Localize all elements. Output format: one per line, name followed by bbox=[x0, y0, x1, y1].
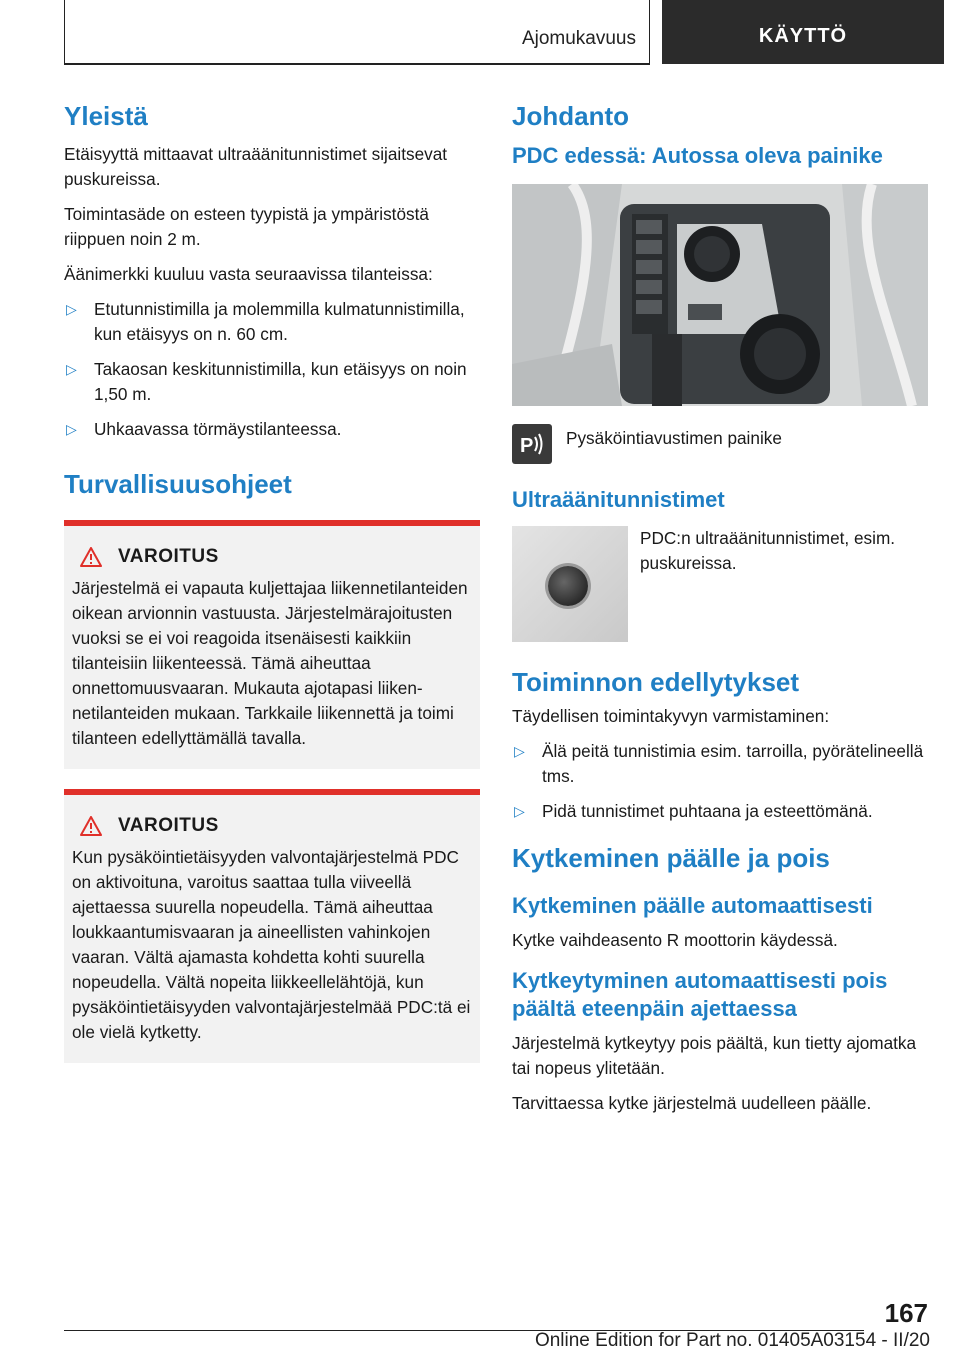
warning-text: Järjestelmä ei vapauta kuljettajaa liikennetilanteiden oikean arvionnin vastuusta. Järjestelmärajoitusten vuoksi se ei voi reagoida itsenäisesti kaikkiin tilanteisiin liikenteessä. Tämä aiheuttaa onnettomuusvaaran. Mukauta ajotapasi liikennetilanteiden mukaan. Tarkkaile liikennettä ja toimi tilanteen edellyttämällä tavalla. bbox=[72, 578, 468, 748]
heading-johdanto: Johdanto bbox=[512, 101, 629, 131]
edition-note: Online Edition for Part no. 01405A03154 - II/20 bbox=[534, 1330, 930, 1351]
list-item-text: Etutunnistimilla ja molemmilla kulmatunnistimilla, kun etäisyys on n. 60 cm. bbox=[94, 299, 465, 344]
list-item bbox=[64, 417, 480, 442]
section-title: Ajomukavuus bbox=[521, 28, 636, 49]
list-item bbox=[64, 357, 480, 407]
list-item-text: Pidä tunnistimet puhtaana ja esteettömänä. bbox=[542, 801, 873, 821]
warning-title: VAROITUS bbox=[118, 815, 219, 836]
header-rule-mid bbox=[649, 0, 650, 64]
triangle-right-icon: ▷ bbox=[66, 361, 77, 377]
bullet-list bbox=[512, 739, 928, 824]
paragraph: Toimintasäde on esteen tyypistä ja ympäristöstä riippuen noin 2 m. bbox=[64, 204, 429, 249]
warning-triangle-icon bbox=[80, 547, 102, 567]
warning-triangle-icon bbox=[80, 816, 102, 836]
subheading-kytkeytyminen-pois: Kytkeytyminen automaattisesti pois päältä eteenpäin ajettaessa bbox=[512, 968, 888, 1021]
list-item bbox=[512, 739, 928, 789]
triangle-right-icon: ▷ bbox=[66, 301, 77, 317]
bullet-list bbox=[64, 297, 480, 442]
left-column bbox=[64, 100, 480, 1083]
list-item-text: Takaosan keskitunnistimilla, kun etäisyys on noin 1,50 m. bbox=[94, 359, 467, 404]
warning-header bbox=[72, 546, 472, 568]
center-console-illustration bbox=[512, 184, 928, 406]
list-item-text: Älä peitä tunnistimia esim. tarroilla, pyörätelineellä tms. bbox=[542, 741, 924, 786]
warning-box bbox=[64, 520, 480, 769]
heading-kytkeminen: Kytkeminen päälle ja pois bbox=[512, 843, 830, 873]
paragraph: Kytke vaihdeasento R moottorin käydessä. bbox=[512, 930, 838, 950]
list-item bbox=[64, 297, 480, 347]
header-rule-left bbox=[64, 0, 65, 64]
sensor-disc bbox=[548, 566, 588, 606]
chapter-tab bbox=[662, 0, 944, 64]
warning-header bbox=[72, 815, 472, 837]
triangle-right-icon: ▷ bbox=[514, 743, 525, 759]
heading-toiminnon-edellytykset: Toiminnon edellytykset bbox=[512, 667, 800, 697]
page-number: 167 bbox=[884, 1298, 928, 1328]
list-item bbox=[512, 799, 928, 824]
chapter-label: KÄYTTÖ bbox=[758, 24, 848, 47]
warning-title: VAROITUS bbox=[118, 546, 219, 567]
triangle-right-icon: ▷ bbox=[514, 803, 525, 819]
triangle-right-icon: ▷ bbox=[66, 421, 77, 437]
svg-text:P: P bbox=[520, 435, 534, 457]
heading-turvallisuusohjeet: Turvallisuusohjeet bbox=[64, 469, 292, 499]
caption-row bbox=[512, 424, 928, 464]
warning-box bbox=[64, 789, 480, 1063]
heading-yleista: Yleistä bbox=[64, 101, 148, 131]
paragraph: Järjestelmä kytkeytyy pois päältä, kun tietty ajomatka tai nopeus ylitetään. bbox=[512, 1033, 917, 1078]
subheading-pdc-front: PDC edessä: Autossa oleva painike bbox=[512, 143, 883, 168]
subheading-kytkeminen-paalle: Kytkeminen päälle automaattisesti bbox=[512, 893, 873, 918]
paragraph: Täydellisen toimintakyvyn varmistaminen: bbox=[512, 706, 830, 726]
list-item-text: Uhkaavassa törmäystilanteessa. bbox=[94, 419, 342, 439]
warning-text: Kun pysäköintietäisyyden valvontajärjestelmä PDC on aktivoituna, varoitus saattaa tulla viiveellä ajettaessa suurella nopeudella. Tämä aiheuttaa loukkaantumisvaaran ja aineellisten vahinkojen vaaran. Vältä ajamasta kohdetta kohti suurella nopeudella. Vältä nopeita liikkeellelähtöjä, kun pysäköintietäisyyden valvontajärjestelmää PDC:tä ei ole vielä kytketty. bbox=[72, 847, 471, 1042]
paragraph: Äänimerkki kuuluu vasta seuraavissa tilanteissa: bbox=[64, 264, 433, 284]
figure-caption: Pysäköintiavustimen painike bbox=[566, 428, 782, 448]
sensor-row bbox=[512, 526, 928, 642]
paragraph: Etäisyyttä mittaavat ultraäänitunnistimet sijaitsevat puskureissa. bbox=[64, 144, 448, 189]
paragraph: Tarvittaessa kytke järjestelmä uudelleen päälle. bbox=[512, 1093, 872, 1113]
parking-sensor-icon bbox=[512, 424, 552, 464]
header-rule-bottom bbox=[64, 63, 650, 65]
center-console-photo bbox=[512, 184, 928, 406]
heading-ultraaanitunnistimet: Ultraäänitunnistimet bbox=[512, 487, 725, 512]
sensor-description: PDC:n ultraäänitunnistimet, esim. puskureissa. bbox=[640, 528, 896, 573]
right-column bbox=[512, 100, 928, 1126]
ultrasonic-sensor-image bbox=[512, 526, 628, 642]
